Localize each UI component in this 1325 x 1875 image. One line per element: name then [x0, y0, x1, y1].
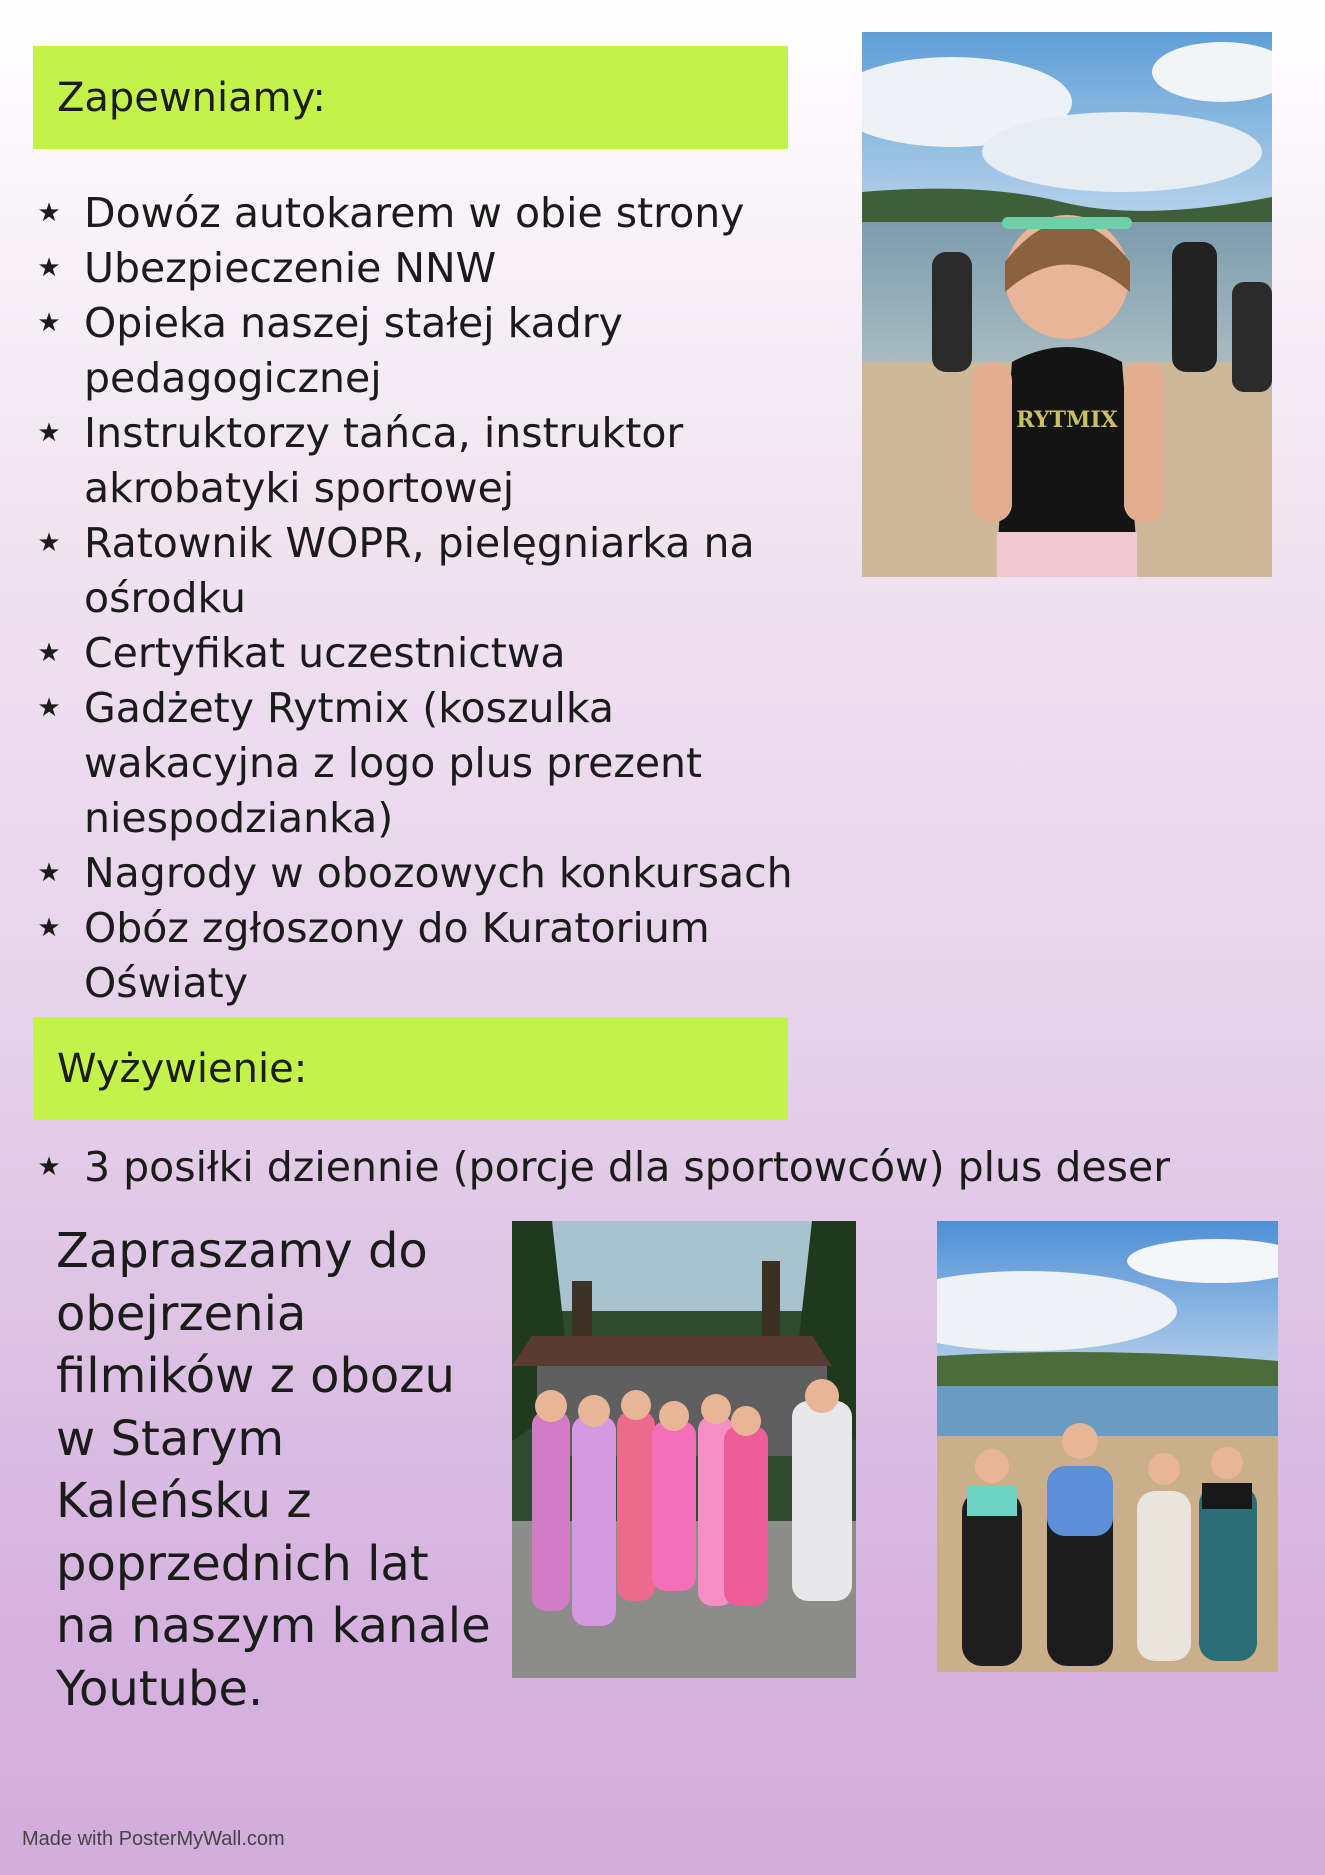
star-icon: ★ [37, 1152, 61, 1182]
star-icon: ★ [37, 638, 61, 668]
list-item: ★ Instruktorzy tańca, instruktor akrobatyki sportowej [36, 406, 764, 516]
list-item: ★ Dowóz autokarem w obie strony [36, 186, 856, 241]
list-item: ★ Ubezpieczenie NNW [36, 241, 856, 296]
star-icon: ★ [37, 198, 61, 228]
section-heading-food: Wyżywienie: [57, 1045, 308, 1092]
list-item: ★ Certyfikat uczestnictwa [36, 626, 856, 681]
section-heading-provide: Zapewniamy: [57, 74, 326, 121]
list-item: ★ Obóz zgłoszony do Kuratorium Oświaty [36, 901, 804, 1011]
list-item: ★ Gadżety Rytmix (koszulka wakacyjna z logo plus prezent niespodzianka) [36, 681, 804, 846]
star-icon: ★ [37, 913, 61, 943]
section-banner-provide [33, 46, 788, 149]
list-item: ★ Nagrody w obozowych konkursach [36, 846, 856, 901]
star-icon: ★ [37, 418, 61, 448]
youtube-invite-text: Zapraszamy do obejrzenia filmików z obozu w Starym Kaleńsku z poprzednich lat na naszym kanale Youtube. [56, 1223, 491, 1717]
photo-girls-beach [937, 1221, 1278, 1672]
list-item: ★ Ratownik WOPR, pielęgniarka na ośrodku [36, 516, 844, 626]
shirt-logo: RYTMIX [1016, 407, 1118, 433]
footer-credit: Made with PosterMyWall.com [22, 1828, 285, 1850]
provide-list [36, 186, 856, 1011]
star-icon: ★ [37, 528, 61, 558]
photo-group-cabin [512, 1221, 856, 1678]
photo-girl-lake [862, 32, 1272, 577]
section-banner-food [33, 1017, 788, 1120]
star-icon: ★ [37, 308, 61, 338]
food-list [36, 1140, 1296, 1195]
list-item: ★ Opieka naszej stałej kadry pedagogicznej [36, 296, 704, 406]
star-icon: ★ [37, 858, 61, 888]
star-icon: ★ [37, 693, 61, 723]
star-icon: ★ [37, 253, 61, 283]
list-item: ★ 3 posiłki dziennie (porcje dla sportowców) plus deser [36, 1140, 1296, 1195]
